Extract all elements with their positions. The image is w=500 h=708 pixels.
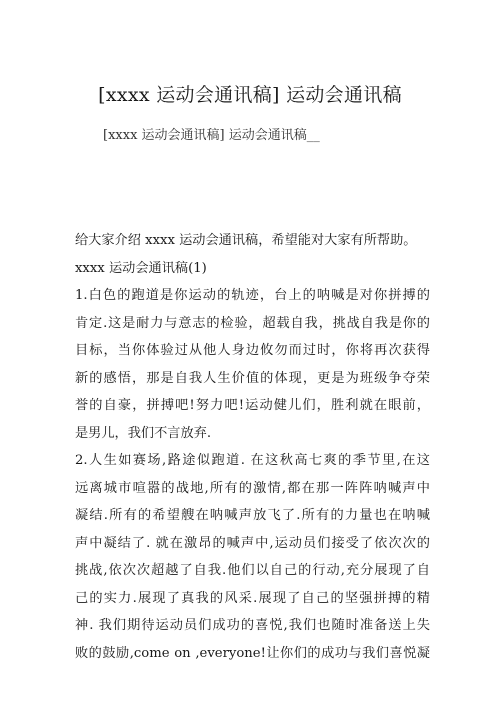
paragraph-line: 远离城市喧嚣的战地,所有的激情,都在那一阵阵呐喊声中 [75, 480, 430, 496]
paragraph-line: 凝结.所有的希望艘在呐喊声放飞了.所有的力量也在呐喊 [75, 508, 430, 523]
document-body [75, 227, 430, 667]
paragraph-line: 声中凝结了. 就在激昂的喊声中,运动员们接受了依次次的 [75, 535, 430, 551]
document-subtitle: [xxxx 运动会通讯稿] 运动会通讯稿__ [103, 128, 320, 143]
intro-line: 给大家介绍 xxxx 运动会通讯稿，希望能对大家有所帮助。 [75, 233, 417, 248]
document-title: [xxxx 运动会通讯稿] 运动会通讯稿 [98, 84, 402, 106]
paragraph-line: 败的鼓励,come on ,everyone!让你们的成功与我们喜悦凝 [75, 645, 430, 661]
paragraph-line: 目标，当你体验过从他人身边攸勿而过时，你将再次获得 [75, 343, 430, 358]
paragraph-line: 挑战,依次次超越了自我.他们以自己的行动,充分展现了自 [75, 563, 430, 578]
paragraph-line: 1.白色的跑道是你运动的轨迹，台上的呐喊是对你拼搏的 [75, 288, 430, 303]
section-heading: xxxx 运动会通讯稿(1) [75, 260, 207, 276]
paragraph-line: 肯定.这是耐力与意志的检验，超载自我，挑战自我是你的 [75, 315, 430, 331]
paragraph-line: 2.人生如赛场,路途似跑道. 在这秋高七爽的季节里,在这 [75, 453, 430, 468]
paragraph-line: 新的感悟，那是自我人生价值的体现，更是为班级争夺荣 [75, 370, 430, 386]
paragraph-line: 是男儿，我们不言放弃. [75, 425, 212, 441]
paragraph-line: 神. 我们期待运动员们成功的喜悦,我们也随时准备送上失 [75, 618, 430, 633]
paragraph-line: 己的实力.展现了真我的风采.展现了自己的坚强拼搏的精 [75, 590, 430, 606]
paragraph-line: 誉的自豪，拼搏吧!努力吧!运动健儿们，胜利就在眼前， [75, 398, 430, 413]
